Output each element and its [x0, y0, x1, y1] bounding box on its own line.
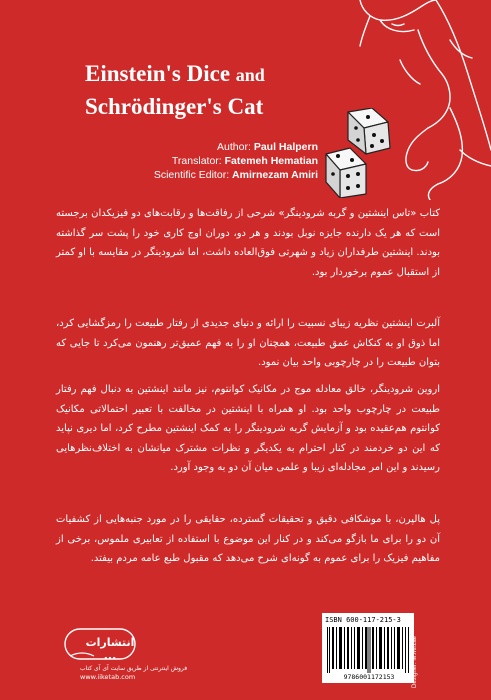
barcode-number: 9786001172153 [343, 673, 395, 681]
isbn-text: ISBN 600-117-215-3 [325, 616, 401, 624]
author-label: Author: [217, 141, 251, 153]
sales-note: فروش اینترنتی از طریق سایت آی آی کتاب [80, 665, 188, 672]
author-name: Paul Halpern [253, 141, 318, 153]
publisher-logo-text: انتشارات ... [85, 636, 135, 662]
editor-name: Amirnezam Amiri [232, 169, 318, 181]
editor-label: Scientific Editor: [153, 169, 230, 181]
blurb-paragraph-1: کتاب «تاس اینشتین و گربه شرودینگر» شرحی از رفاقت‌ها و رقابت‌های دو فیزیکدان برجسته است که هر یک دارنده جایزه نوبل بودند و هر دو، دوران اوج کاری خود را پشت سر گذاشته بودند. اینشتین طرفداران زیاد و شهرتی فوق‌العاده داشت، اما شرودینگر در مقایسه با او کمتر از استقبال عموم برخوردار بود. [56, 208, 440, 278]
author-row [108, 140, 318, 154]
designer-credit: Designer: M.Mirzae [412, 635, 418, 688]
barcode-icon [326, 627, 410, 673]
translator-name: Fatemeh Hematian [224, 155, 318, 167]
publisher-url[interactable]: www.iiketab.com [80, 673, 136, 681]
blurb-paragraph-2: آلبرت اینشتین نظریه زیبای نسبیت را ارائه و دنیای جدیدی از رفتار طبیعت را رمزگشایی کرد، اما ذوق او به کنکاش عمق طبیعت، همچنان او را به فهم عمیق‌تر رهنمون می‌کرد تا جایی که بتوان طبیعت را در چارچوبی واحد بیان نمود. [56, 318, 440, 368]
translator-row [108, 154, 318, 168]
title-and: and [235, 65, 265, 85]
book-title [85, 58, 315, 123]
publisher-web-info [80, 664, 230, 682]
translator-label: Translator: [171, 155, 222, 167]
blurb-paragraph-3: اروین شرودینگر، خالق معادله موج در مکانیک کوانتوم، نیز مانند اینشتین به دنبال فهم رفتار طبیعت در چارچوب واحد بود. او همراه با اینشتین در مخالفت با تعبیر احتمالاتی مکانیک کوانتوم هم‌عقیده بود و آزمایش گربه شرودینگر را به کمک اینشتین مطرح کرد، اما دیری نپاید که این دو خردمند در کنار احترام به یکدیگر و نظرات مشترک میانشان به اختلاف‌نظرهایی رسیدند و این امر مجادله‌ای زیبا و علمی میان آن دو به وجود آورد. [56, 384, 440, 473]
title-line-1: Einstein's Dice [85, 61, 231, 86]
blurb-paragraph-4: پل هالپرن، با موشکافی دقیق و تحقیقات گسترده، حقایقی را در مورد جنبه‌هایی از کشفیات آن دو را برای ما بازگو می‌کند و در کنار این موضوع با استفاده از تعابیری ملموس، برخی از مفاهیم فیزیک را برای عموم به گونه‌ای شرح می‌دهد که مقبول طبع عامه مردم بیفتد. [56, 514, 440, 564]
credits-block [108, 140, 318, 182]
editor-row [108, 168, 318, 182]
dice-illustration [318, 108, 408, 198]
title-line-2: Schrödinger's Cat [85, 94, 264, 119]
